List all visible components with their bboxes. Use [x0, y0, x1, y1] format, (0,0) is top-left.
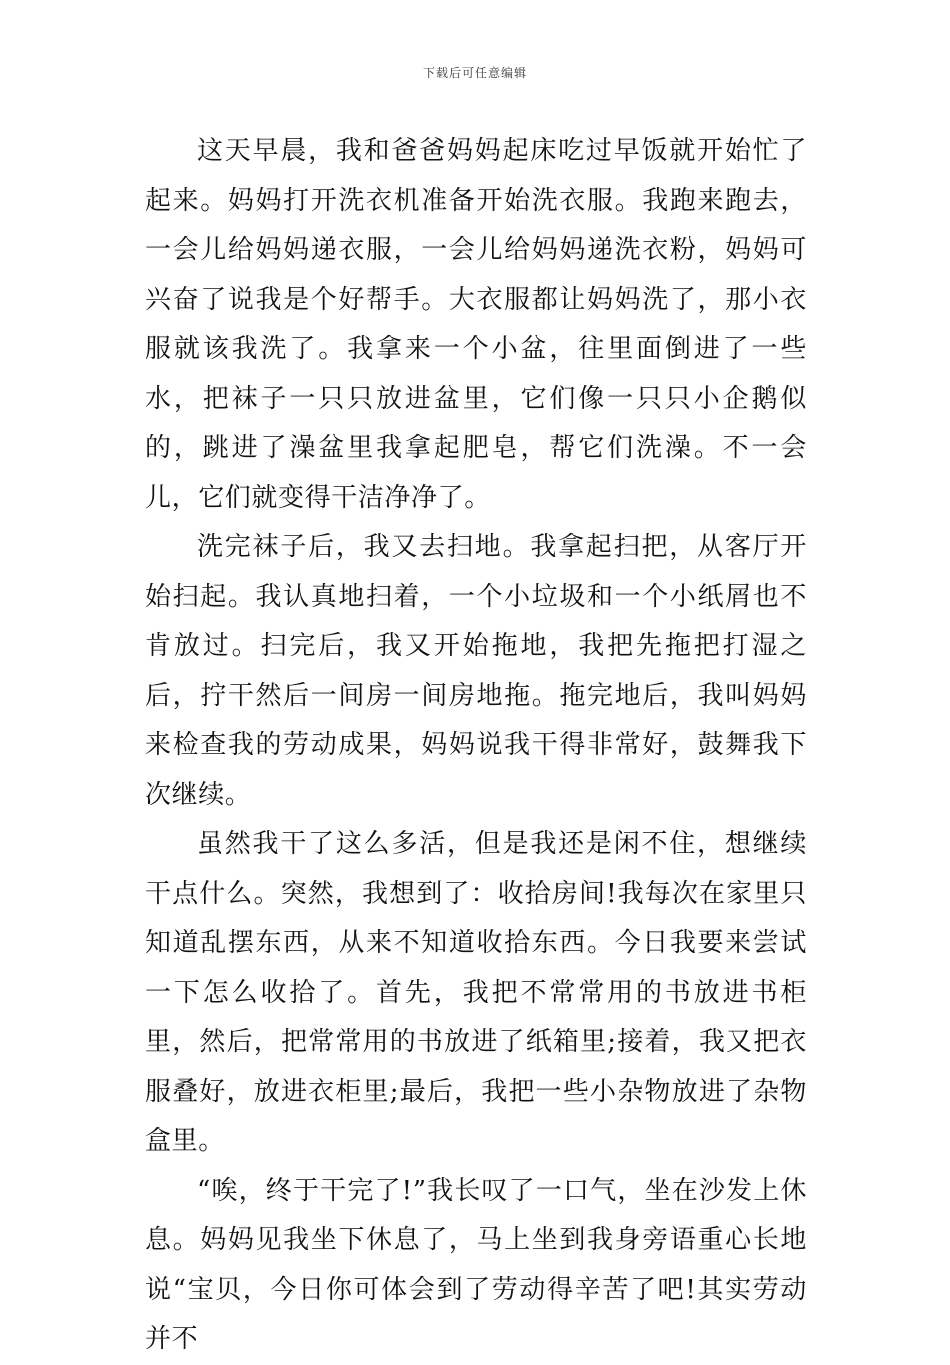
paragraph-3: 虽然我干了这么多活，但是我还是闲不住，想继续干点什么。突然，我想到了：收拾房间!我每次在家里只知道乱摆东西，从来不知道收拾东西。今日我要来尝试一下怎么收拾了。首先，我把不常常用的书放进书柜里，然后，把常常用的书放进了纸箱里;接着，我又把衣服叠好，放进衣柜里;最后，我把一些小杂物放进了杂物盒里。 [145, 829, 807, 1156]
header-note: 下载后可任意编辑 [422, 66, 527, 80]
paragraph-2: 洗完袜子后，我又去扫地。我拿起扫把，从客厅开始扫起。我认真地扫着，一个小垃圾和一个小纸屑也不肯放过。扫完后，我又开始拖地，我把先拖把打湿之后，拧干然后一间房一间房地拖。拖完地后，我叫妈妈来检查我的劳动成果，妈妈说我干得非常好，鼓舞我下次继续。 [145, 532, 807, 810]
document-body [145, 127, 807, 1365]
paragraph-4: “唉，终于干完了!”我长叹了一口气，坐在沙发上休息。妈妈见我坐下休息了，马上坐到我身旁语重心长地说“宝贝，今日你可体会到了劳动得辛苦了吧!其实劳动并不 [145, 1175, 807, 1354]
paragraph-1: 这天早晨，我和爸爸妈妈起床吃过早饭就开始忙了起来。妈妈打开洗衣机准备开始洗衣服。我跑来跑去，一会儿给妈妈递衣服，一会儿给妈妈递洗衣粉，妈妈可兴奋了说我是个好帮手。大衣服都让妈妈洗了，那小衣服就该我洗了。我拿来一个小盆，往里面倒进了一些水，把袜子一只只放进盆里，它们像一只只小企鹅似的，跳进了澡盆里我拿起肥皂，帮它们洗澡。不一会儿，它们就变得干洁净净了。 [145, 136, 807, 513]
